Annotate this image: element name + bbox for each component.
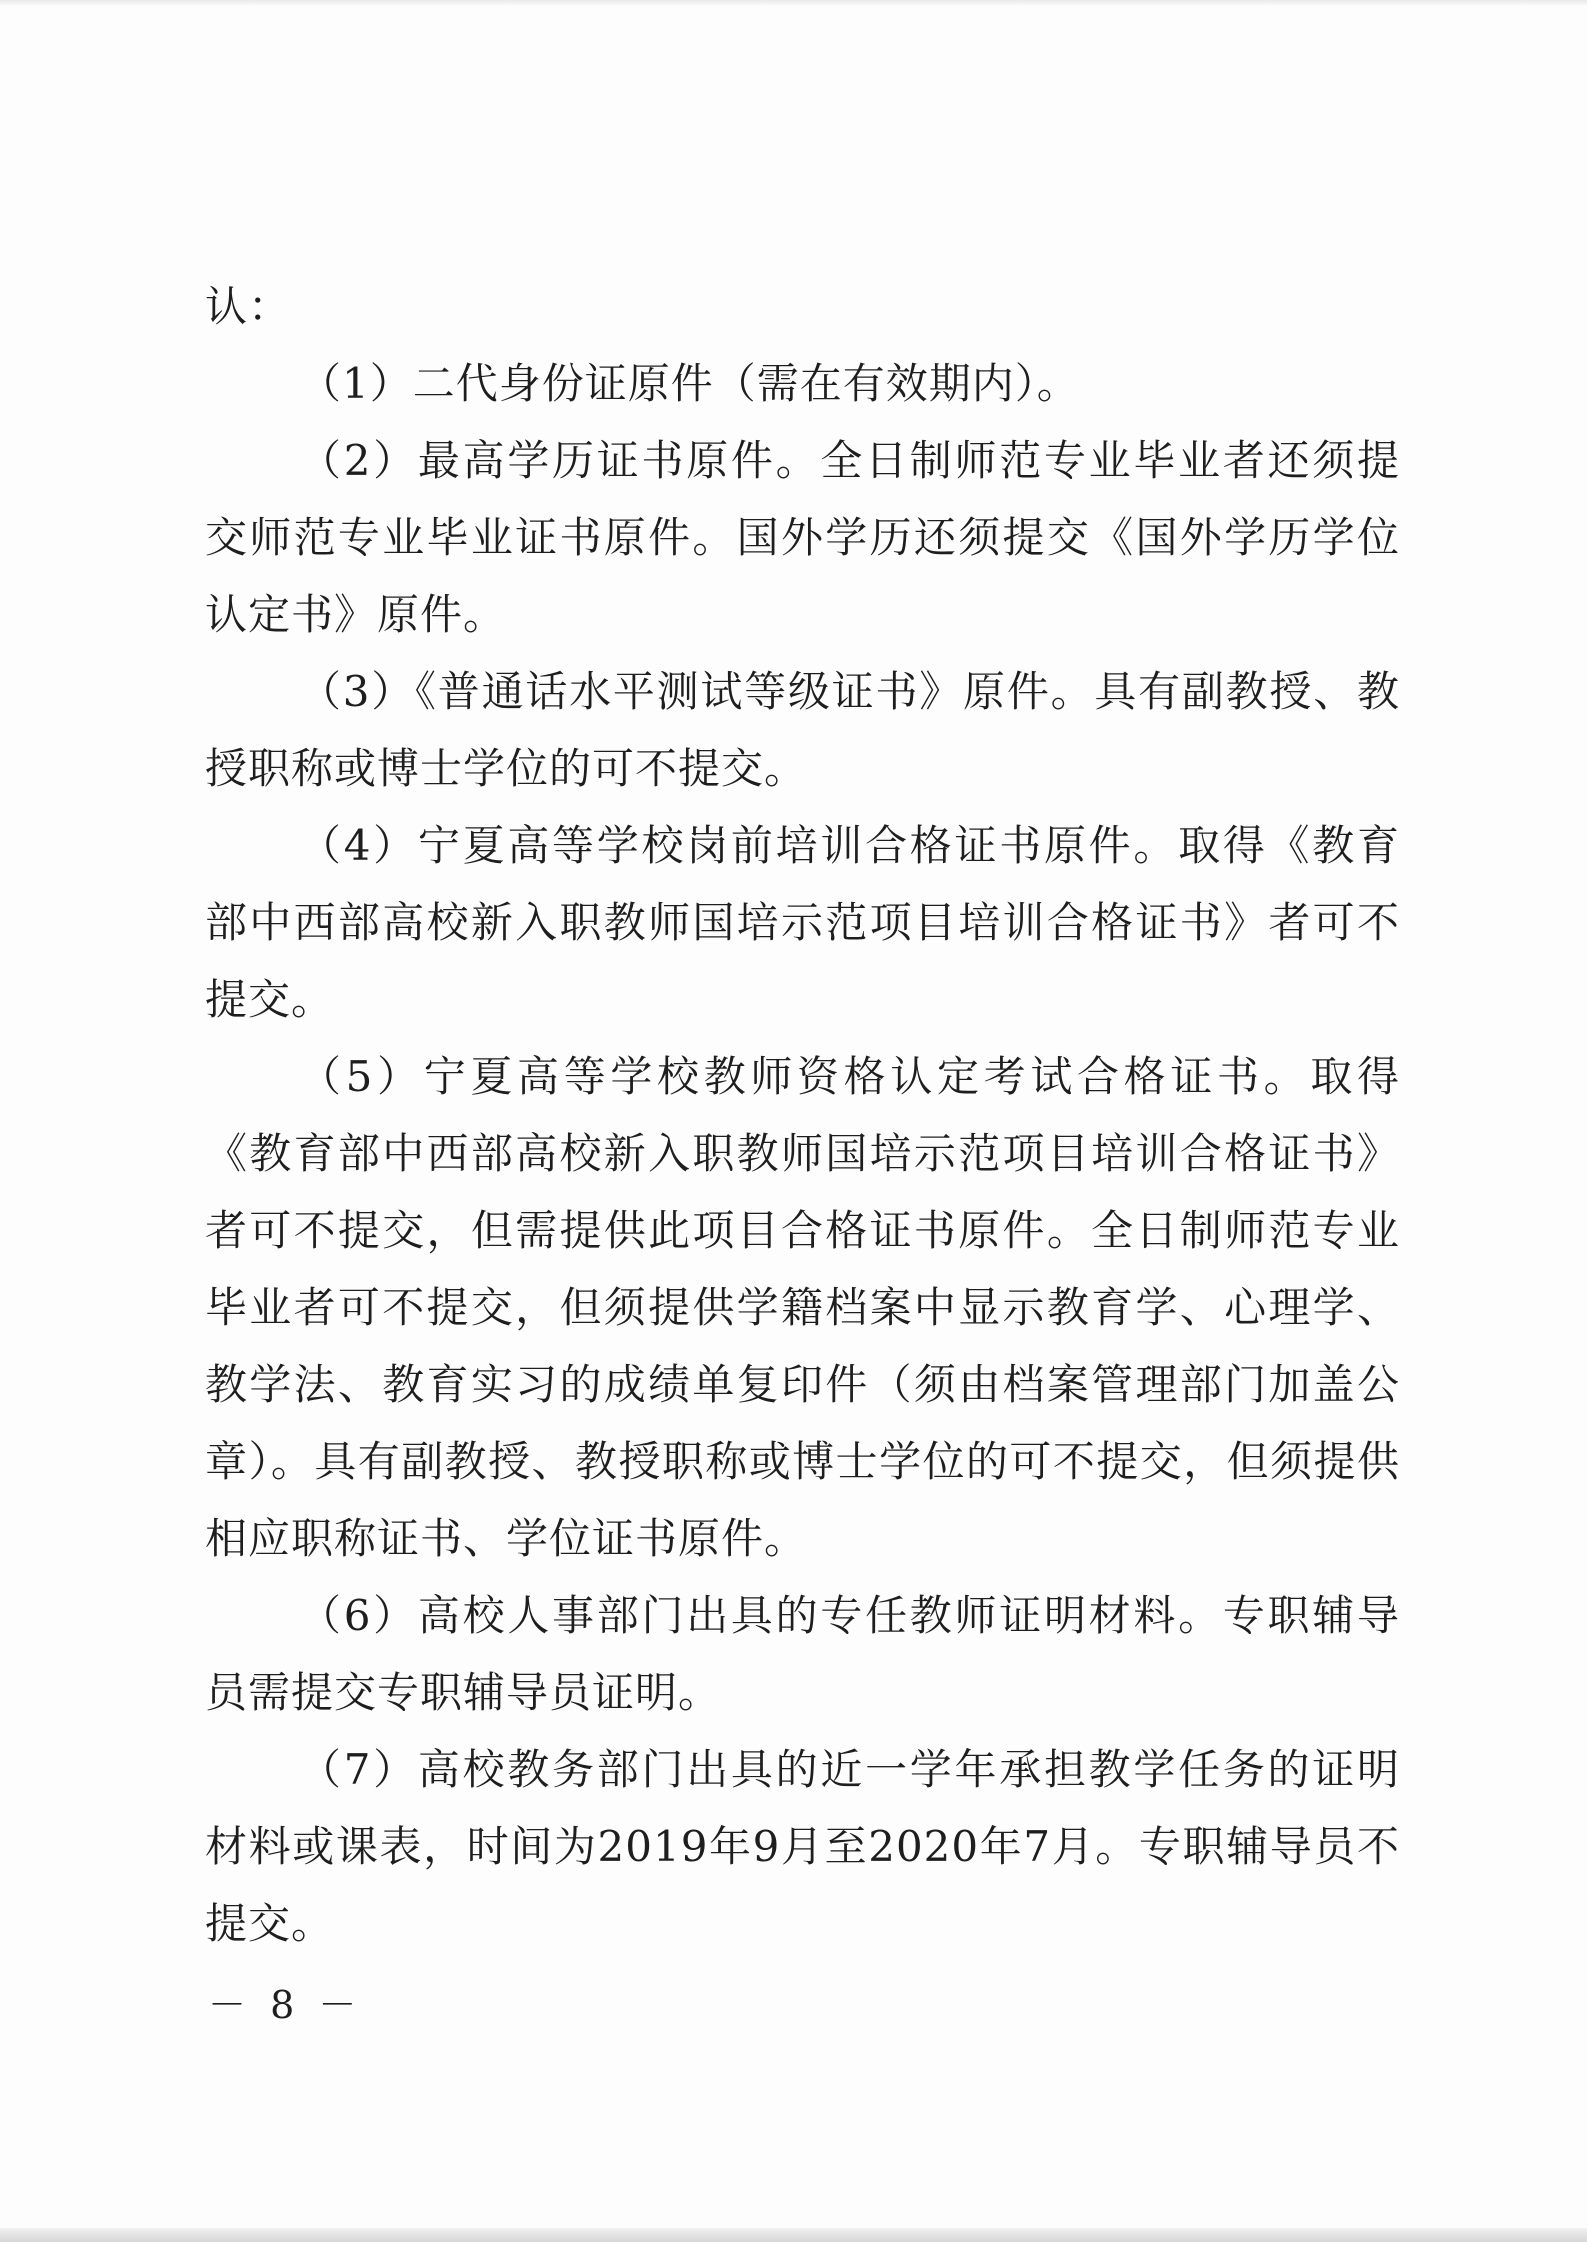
paragraph-item-6: （6）高校人事部门出具的专任教师证明材料。专职辅导员需提交专职辅导员证明。: [205, 1591, 1400, 1717]
paragraph-item-7: （7）高校教务部门出具的近一学年承担教学任务的证明材料或课表，时间为2019年9月至2020年7月。专职辅导员不提交。: [205, 1745, 1400, 1948]
document-body: [205, 268, 1400, 1962]
paragraph-item-4: （4）宁夏高等学校岗前培训合格证书原件。取得《教育部中西部高校新入职教师国培示范项目培训合格证书》者可不提交。: [205, 821, 1400, 1024]
scan-edge-top: [0, 0, 1587, 6]
paragraph-item-1: （1）二代身份证原件（需在有效期内）。: [299, 359, 1080, 408]
paragraph-continuation: 认：: [205, 282, 292, 331]
page-number: － 8 －: [208, 1983, 363, 2027]
paragraph-item-3: （3）《普通话水平测试等级证书》原件。具有副教授、教授职称或博士学位的可不提交。: [205, 667, 1400, 793]
scan-edge-bottom: [0, 2228, 1587, 2242]
paragraph-item-2: （2）最高学历证书原件。全日制师范专业毕业者还须提交师范专业毕业证书原件。国外学历还须提交《国外学历学位认定书》原件。: [205, 436, 1400, 639]
paragraph-item-5: （5）宁夏高等学校教师资格认定考试合格证书。取得《教育部中西部高校新入职教师国培示范项目培训合格证书》者可不提交，但需提供此项目合格证书原件。全日制师范专业毕业者可不提交，但须提供学籍档案中显示教育学、心理学、教学法、教育实习的成绩单复印件（须由档案管理部门加盖公章）。具有副教授、教授职称或博士学位的可不提交，但须提供相应职称证书、学位证书原件。: [205, 1052, 1400, 1563]
